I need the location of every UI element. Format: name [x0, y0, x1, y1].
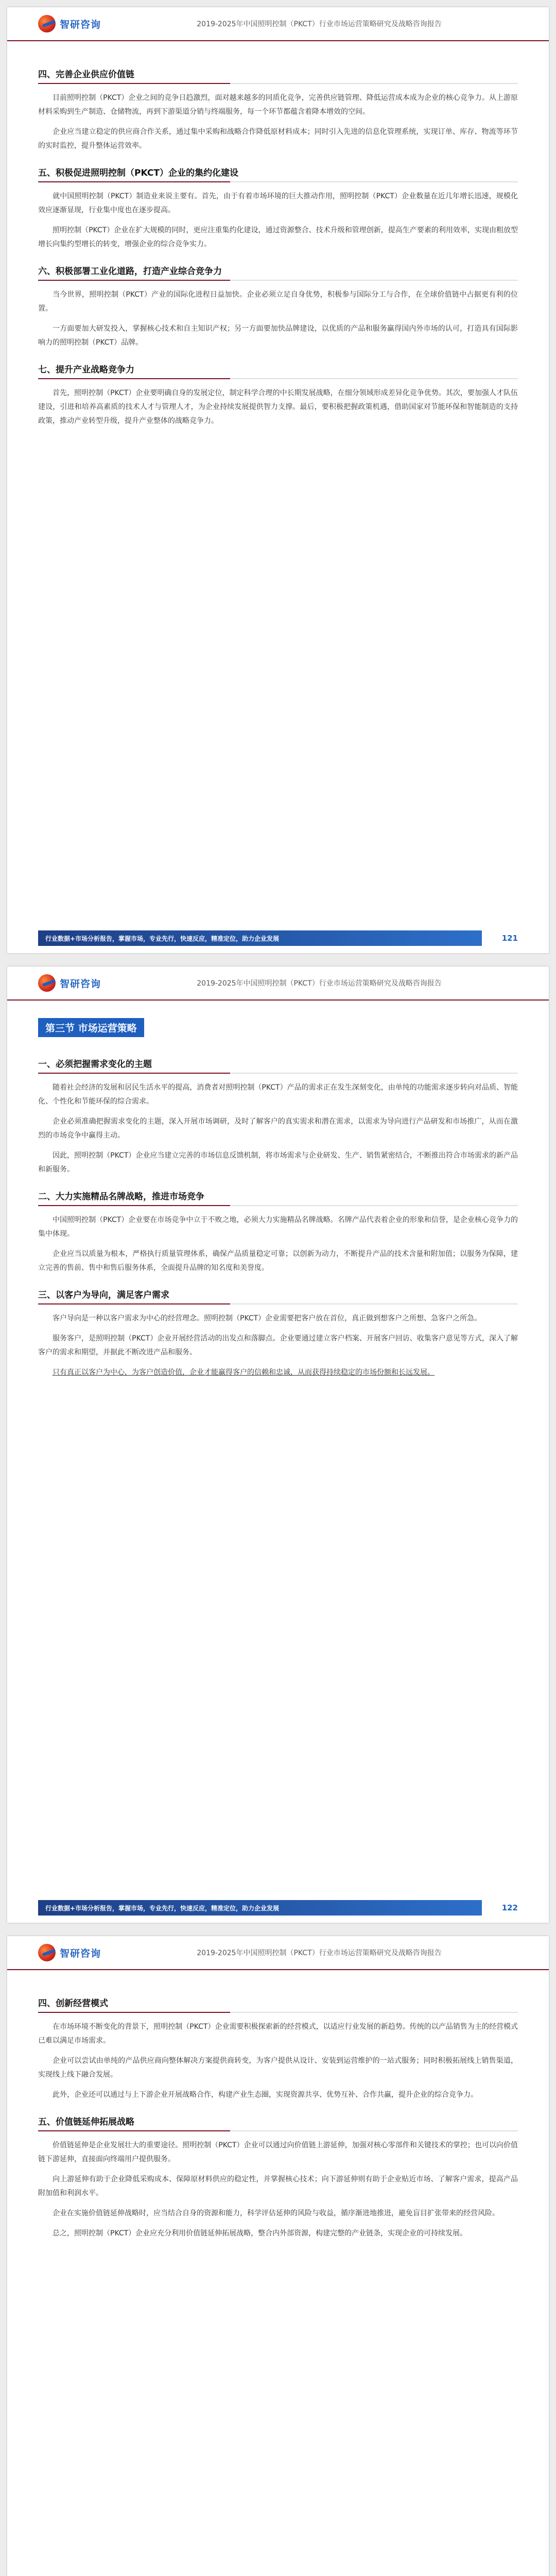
company-logo: [38, 1944, 120, 1961]
logo-icon: [38, 1944, 56, 1961]
paragraph: 因此，照明控制（PKCT）企业应当建立完善的市场信息反馈机制，将市场需求与企业研发、生产、销售紧密结合，不断推出符合市场需求的新产品和新服务。: [38, 1151, 518, 1174]
section-heading: 五、价值链延伸拓展战略: [38, 2117, 134, 2127]
section-heading: 六、积极部署工业化道路，打造产业综合竞争力: [38, 266, 222, 277]
section-heading: 四、完善企业供应价值链: [38, 70, 134, 80]
company-logo: [38, 974, 120, 992]
paragraph: 企业应当建立稳定的供应商合作关系，通过集中采购和战略合作降低原材料成本；同时引入先进的信息化管理系统，实现订单、库存、物流等环节的实时监控，提升整体运营效率。: [38, 128, 518, 150]
paragraph: 企业必须准确把握需求变化的主题，深入开展市场调研，及时了解客户的真实需求和潜在需求，以需求为导向进行产品研发和市场推广，从而在激烈的市场竞争中赢得主动。: [38, 1117, 518, 1140]
paragraph: 企业应当以质量为根本，严格执行质量管理体系，确保产品质量稳定可靠；以创新为动力，不断提升产品的技术含量和附加值；以服务为保障，建立完善的售前、售中和售后服务体系，全面提升品牌的知名度和美誉度。: [38, 1250, 518, 1272]
report-title: 2019-2025年中国照明控制（PKCT）行业市场运营策略研究及战略咨询报告: [197, 979, 442, 988]
report-title: 2019-2025年中国照明控制（PKCT）行业市场运营策略研究及战略咨询报告: [197, 1949, 442, 1957]
heading-rule: [38, 280, 518, 281]
paragraph: 当今世界，照明控制（PKCT）产业的国际化进程日益加快。企业必须立足自身优势，积极参与国际分工与合作，在全球价值链中占据更有利的位置。: [38, 291, 518, 313]
chapter-heading: 第三节 市场运营策略: [38, 1018, 144, 1037]
report-title: 2019-2025年中国照明控制（PKCT）行业市场运营策略研究及战略咨询报告: [197, 20, 442, 28]
paragraph: 中国照明控制（PKCT）企业要在市场竞争中立于不败之地，必须大力实施精品名牌战略。名牌产品代表着企业的形象和信誉，是企业核心竞争力的集中体现。: [38, 1216, 518, 1238]
logo-text: 智研咨询: [60, 978, 101, 990]
report-page-2: [7, 967, 549, 1923]
paragraph: 总之，照明控制（PKCT）企业应充分利用价值链延伸拓展战略，整合内外部资源，构建完整的产业链条，实现企业的可持续发展。: [53, 2229, 467, 2238]
section-heading: 五、积极促进照明控制（PKCT）企业的集约化建设: [38, 168, 238, 178]
heading-rule: [38, 378, 518, 379]
paragraph: 一方面要加大研发投入，掌握核心技术和自主知识产权；另一方面要加快品牌建设，以优质的产品和服务赢得国内外市场的认可，打造具有国际影响力的照明控制（PKCT）品牌。: [38, 325, 518, 347]
footer-tagline: 行业数据+市场分析报告，掌握市场，专业先行，快速反应，精准定位，助力企业发展: [38, 1900, 482, 1916]
report-page-3: [7, 1936, 549, 2576]
paragraph: 价值链延伸是企业发展壮大的重要途径。照明控制（PKCT）企业可以通过向价值链上游延伸，加强对核心零部件和关键技术的掌控；也可以向价值链下游延伸，直接面向终端用户提供服务。: [38, 2141, 518, 2163]
page-footer: [7, 1893, 549, 1923]
paragraph: 照明控制（PKCT）企业在扩大规模的同时，更应注重集约化建设，通过资源整合、技术升级和管理创新，提高生产要素的利用效率，实现由粗放型增长向集约型增长的转变，增强企业的综合竞争实力。: [38, 226, 518, 248]
section-heading: 一、必须把握需求变化的主题: [38, 1059, 152, 1070]
paragraph: 在市场环境不断变化的背景下，照明控制（PKCT）企业需要积极探索新的经营模式，以适应行业发展的新趋势。传统的以产品销售为主的经营模式已难以满足市场需求。: [38, 2023, 518, 2045]
page-header: [7, 7, 549, 41]
paragraph: 企业在实施价值链延伸战略时，应当结合自身的资源和能力，科学评估延伸的风险与收益，循序渐进地推进，避免盲目扩张带来的经营风险。: [53, 2209, 499, 2217]
paragraph: 企业可以尝试由单纯的产品供应商向整体解决方案提供商转变，为客户提供从设计、安装到运营维护的一站式服务；同时积极拓展线上销售渠道，实现线上线下融合发展。: [38, 2057, 518, 2079]
section-heading: 四、创新经营模式: [38, 1998, 108, 2009]
page-content: [7, 1970, 549, 2241]
page-header: [7, 967, 549, 1001]
page-footer: [7, 923, 549, 953]
page-content: [7, 1001, 549, 1380]
company-logo: [38, 15, 120, 32]
heading-rule: [38, 83, 518, 84]
section-heading: 七、提升产业战略竞争力: [38, 365, 134, 375]
logo-icon: [38, 974, 56, 992]
paragraph: 首先，照明控制（PKCT）企业要明确自身的发展定位，制定科学合理的中长期发展战略，在细分领域形成差异化竞争优势。其次，要加强人才队伍建设，引进和培养高素质的技术人才与管理人才，为企业持续发展提供智力支撑。最后，要积极把握政策机遇，借助国家对节能环保和智能制造的支持政策，推动产业转型升级，提升产业整体的战略竞争力。: [38, 389, 518, 425]
page-number: 122: [501, 1903, 518, 1912]
paragraph: 目前照明控制（PKCT）企业之间的竞争日趋激烈，面对越来越多的同质化竞争，完善供应链管理、降低运营成本成为企业的核心竞争力。从上游原材料采购到生产制造、仓储物流，再到下游渠道分销与终端服务，每一个环节都蕴含着降本增效的空间。: [38, 94, 518, 116]
paragraph: 就中国照明控制（PKCT）制造业来说主要有。首先，由于有着市场环境的巨大推动作用，照明控制（PKCT）企业数量在近几年增长迅速，规模化效应逐渐显现，行业集中度也在逐步提高。: [38, 192, 518, 214]
heading-rule: [38, 1303, 518, 1304]
logo-icon: [38, 15, 56, 32]
section-heading: 三、以客户为导向，满足客户需求: [38, 1290, 169, 1300]
paragraph: 服务客户，是照明控制（PKCT）企业开展经营活动的出发点和落脚点。企业要通过建立客户档案、开展客户回访、收集客户意见等方式，深入了解客户的需求和期望，并据此不断改进产品和服务。: [38, 1334, 518, 1357]
paragraph: 此外，企业还可以通过与上下游企业开展战略合作，构建产业生态圈，实现资源共享、优势互补、合作共赢，提升企业的综合竞争力。: [53, 2091, 478, 2099]
section-heading: 二、大力实施精品名牌战略，推进市场竞争: [38, 1192, 204, 1202]
paragraph: 随着社会经济的发展和居民生活水平的提高，消费者对照明控制（PKCT）产品的需求正在发生深刻变化，由单纯的功能需求逐步转向对品质、智能化、个性化和节能环保的综合需求。: [38, 1083, 518, 1106]
heading-rule: [38, 2012, 518, 2013]
logo-text: 智研咨询: [60, 19, 101, 30]
paragraph: 只有真正以客户为中心，为客户创造价值，企业才能赢得客户的信赖和忠诚，从而获得持续稳定的市场份额和长远发展。: [53, 1368, 435, 1377]
paragraph: 向上游延伸有助于企业降低采购成本、保障原材料供应的稳定性，并掌握核心技术；向下游延伸则有助于企业贴近市场、了解客户需求，提高产品附加值和利润水平。: [38, 2175, 518, 2197]
page-content: [7, 41, 549, 428]
footer-tagline: 行业数据+市场分析报告，掌握市场，专业先行，快速反应，精准定位，助力企业发展: [38, 930, 482, 946]
page-number: 121: [501, 934, 518, 943]
report-page-1: [7, 7, 549, 953]
heading-rule: [38, 1073, 518, 1074]
heading-rule: [38, 1205, 518, 1206]
paragraph: 客户导向是一种以客户需求为中心的经营理念。照明控制（PKCT）企业需要把客户放在首位，真正做到想客户之所想、急客户之所急。: [53, 1314, 482, 1323]
heading-rule: [38, 181, 518, 182]
logo-text: 智研咨询: [60, 1947, 101, 1959]
page-header: [7, 1936, 549, 1970]
heading-rule: [38, 2130, 518, 2131]
